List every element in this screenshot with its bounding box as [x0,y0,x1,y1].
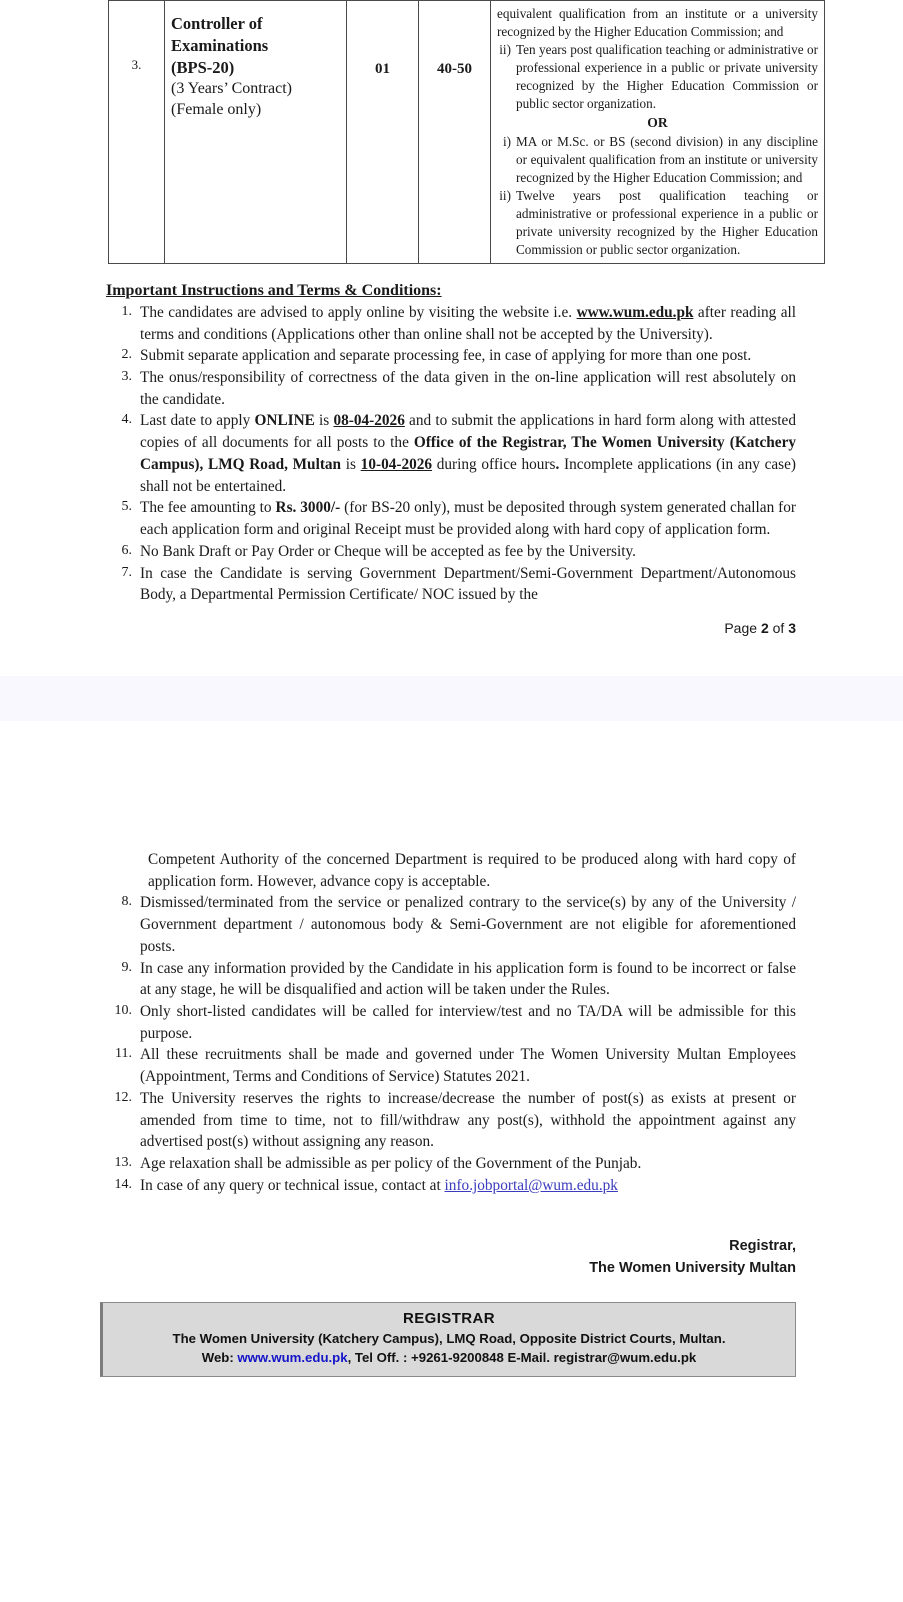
document-page-2 [0,0,903,676]
instructions-list [106,302,796,606]
instruction-item-11 [106,1044,796,1087]
table-row [109,1,825,264]
instruction-14-number: 14. [114,1176,132,1192]
instruction-7-number: 7. [121,564,132,580]
page-total: 3 [788,619,796,636]
instruction-13-number: 13. [114,1155,132,1170]
instruction-item-7 [106,563,796,606]
instruction-5-text [140,497,796,540]
hardcopy-deadline-date: 10-04-2026 [360,455,433,473]
instruction-item-5 [106,497,796,540]
instruction-3-number: 3. [121,369,132,385]
serial-number-value: 3. [131,57,142,72]
footer-phone-email: , Tel Off. : +9261-9200848 E-Mail. registrar@wum.edu.pk [347,1350,697,1366]
instruction-4-number: 4. [121,412,132,428]
instruction-8-text: Dismissed/terminated from the service or penalized contrary to the service(s) by any of the University / Government department / autonomous body & Semi-Government are not eligible for aforementioned posts. [140,894,796,955]
fee-amount: Rs. 3000/- [275,499,341,517]
post-title-line2: Examinations [171,35,269,55]
online-deadline-date: 08-04-2026 [333,412,405,430]
post-title-line3: (BPS-20) [171,57,235,77]
instruction-12-text: The University reserves the rights to increase/decrease the number of post(s) as exists at present or amended from time to time, not to fill/withdraw any post(s), withhold the appointment against any advertised post(s) without assigning any reason. [140,1089,796,1151]
page-label-middle: of [768,619,789,636]
instruction-6-number: 6. [121,542,132,558]
footer-address: The Women University (Katchery Campus), LMQ Road, Opposite District Courts, Multan. [172,1330,726,1346]
support-email-link[interactable]: info.jobportal@wum.edu.pk [444,1176,618,1194]
instruction-7-continuation: Competent Authority of the concerned Department is required to be produced along with hard copy of application form. However, advance copy is acceptable. [148,850,796,890]
post-gender-restriction: (Female only) [171,101,262,119]
qualification-alt-item-ii-marker: ii) [499,188,511,204]
instruction-2-text: Submit separate application and separate processing fee, in case of applying for more than one post. [140,347,752,365]
page-bottom-padding [0,1377,903,1602]
qualification-alt-item-i-marker: i) [502,134,511,150]
instruction-14-text [140,1175,796,1197]
footer-website-link[interactable]: www.wum.edu.pk [237,1350,348,1366]
online-emphasis: ONLINE [254,412,315,430]
instructions-section [106,282,796,606]
page-label-prefix: Page [724,619,761,636]
signature-organization: The Women University Multan [589,1260,796,1277]
footer-title: REGISTRAR [403,1309,495,1327]
instruction-3-text: The onus/responsibility of correctness of the data given in the on-line application will rest absolutely on the candidate. [140,369,796,408]
registrar-office-address: Office of the Registrar, The Women University (Katchery Campus), LMQ Road, Multan [140,434,797,473]
instruction-item-2 [106,345,796,367]
qualification-or-divider: OR [647,114,668,130]
website-link-wum[interactable]: www.wum.edu.pk [576,303,694,321]
instruction-4-part6: Incomplete applications (in any case) shall not be entertained. [140,455,796,495]
qualification-item-ii-text: Ten years post qualification teaching or administrative or professional experience in a public or private university recognized by the Higher Education Commission or public sector organization. [516,41,818,111]
footer-contact-line [113,1348,785,1367]
qualification-alt-item-i [497,133,818,187]
instruction-1-text [140,302,796,345]
qualification-alt-item-ii-text: Twelve years post qualification teaching or administrative or professional experience in a public or private university recognized by the Higher Education Commission or public sector organization. [516,188,818,257]
instruction-item-4 [106,410,796,497]
instruction-1-number: 1. [121,303,132,319]
instruction-5-part2: (for BS-20 only), must be deposited through system generated challan for each application form and original Receipt must be provided along with hard copy of application form. [140,499,796,539]
instruction-5-number: 5. [121,499,132,515]
page-current: 2 [760,619,769,636]
instruction-item-10 [106,1001,796,1044]
instruction-11-text: All these recruitments shall be made and governed under The Women University Multan Employees (Appointment, Terms and Conditions of Service) Statutes 2021. [140,1046,796,1086]
number-of-posts-value: 01 [375,61,390,77]
instruction-11-number: 11. [115,1046,132,1062]
posts-table [108,0,825,264]
document-page-3 [0,721,903,1602]
page-number-footer [106,620,796,636]
age-limit-value: 40-50 [437,61,472,77]
footer-web-label: Web: [201,1350,238,1366]
signature-block [106,1236,796,1280]
cell-serial-number [109,1,165,264]
qualification-alt-item-i-text: MA or M.Sc. or BS (second division) in any discipline or equivalent qualification from an institute or university recognized by the Higher Education Commission; and [516,134,818,186]
instruction-item-1 [106,302,796,345]
instruction-13-text: Age relaxation shall be admissible as per policy of the Government of the Punjab. [140,1155,642,1172]
qualification-item-ii-marker: ii) [499,41,511,57]
qualification-block [497,5,818,259]
instruction-4-period: . [555,455,560,473]
instruction-4-part1: Last date to apply [140,412,255,430]
instruction-10-text: Only short-listed candidates will be called for interview/test and no TA/DA will be admissible for this purpose. [140,1002,796,1042]
post-title-line1: Controller of [171,14,263,33]
instruction-item-9 [106,958,796,1001]
instructions-section-continued [106,849,796,1197]
page-separator-gap [0,676,903,721]
footer-contact-box [100,1302,796,1377]
qualification-continued-text: equivalent qualification from an institute or a university recognized by the Higher Education Commission; and [497,6,818,39]
post-title [171,5,340,78]
cell-number-of-posts [347,1,419,264]
instruction-10-number: 10. [114,1002,132,1018]
instruction-4-part5: during office hours [432,455,556,473]
instruction-14-part1: In case of any query or technical issue, contact at [140,1176,445,1194]
instruction-4-part3: and to submit the applications in hard form along with attested copies of all documents for all posts to the [140,412,796,452]
instruction-12-number: 12. [114,1089,132,1105]
instruction-4-text [140,410,796,497]
qualification-item-ii [497,41,818,113]
instruction-9-number: 9. [121,959,132,975]
post-subtitle [171,78,340,120]
instruction-7-text: In case the Candidate is serving Government Department/Semi-Government Department/Autonomous Body, a Departmental Permission Certificate/ NOC issued by the [140,564,796,604]
post-contract-term: (3 Years’ Contract) [171,80,293,98]
instruction-4-part2: is [314,412,334,430]
signature-designation: Registrar, [729,1238,796,1255]
instruction-item-13 [106,1153,796,1175]
instruction-5-part1: The fee amounting to [140,499,276,517]
cell-qualification [491,1,825,264]
instruction-item-14 [106,1175,796,1197]
instruction-4-part4: is [341,455,361,473]
cell-post-title [165,1,347,264]
instruction-1-part1: The candidates are advised to apply online by visiting the website i.e. [140,303,577,321]
instruction-item-3 [106,367,796,410]
instruction-9-text: In case any information provided by the Candidate in his application form is found to be incorrect or false at any stage, he will be disqualified and action will be taken under the Rules. [140,959,796,999]
instruction-item-8 [106,892,796,957]
instruction-1-part2: after reading all terms and conditions (Applications other than online shall not be accepted by the University). [140,303,796,343]
instructions-heading: Important Instructions and Terms & Conditions: [106,281,442,299]
instruction-item-6 [106,541,796,563]
instruction-2-number: 2. [121,347,132,363]
instruction-item-12 [106,1088,796,1153]
instruction-8-number: 8. [121,894,132,910]
instruction-6-text: No Bank Draft or Pay Order or Cheque will be accepted as fee by the University. [140,542,636,560]
qualification-alt-item-ii [497,187,818,259]
instructions-list-continued [106,892,796,1196]
cell-age-limit [419,1,491,264]
